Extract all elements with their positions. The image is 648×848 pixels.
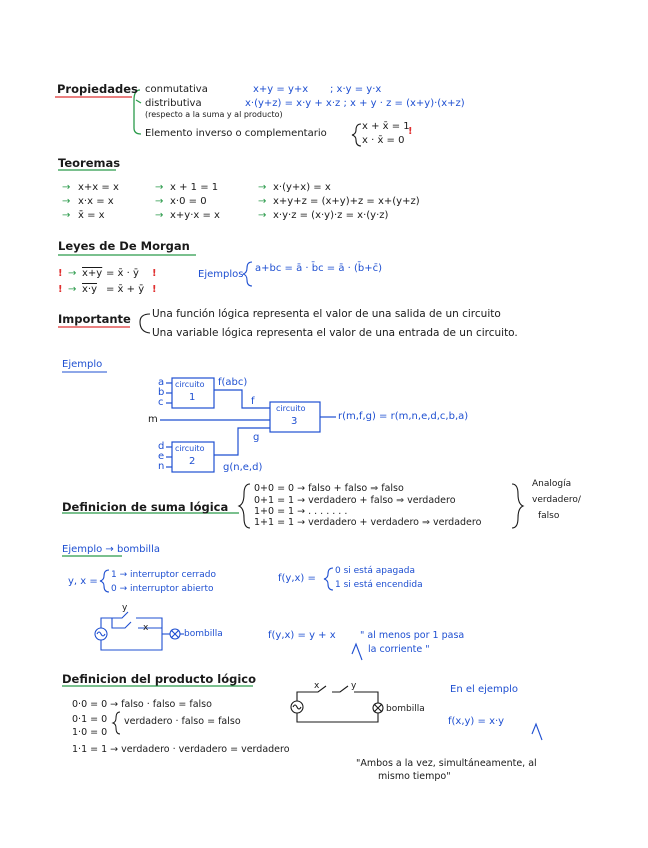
f-output-label: f(abc) xyxy=(218,377,248,388)
producto-row: 1·1 = 1 → verdadero · verdadero = verdadero xyxy=(72,744,290,755)
importante-line-variable: Una variable lógica representa el valor de una entrada de un circuito. xyxy=(152,327,518,339)
inverso-brace xyxy=(352,124,361,146)
teorema-item: x+x = x xyxy=(78,182,119,193)
input-m: m xyxy=(148,414,158,425)
conmutativa-label: conmutativa xyxy=(145,84,208,95)
teorema-item: x·y·z = (x·y)·z = x·(y·z) xyxy=(273,210,389,221)
bombilla-vars: y, x = xyxy=(68,576,98,587)
importante-line-funcion: Una función lógica representa el valor de una salida de un circuito xyxy=(152,308,501,320)
producto-row: 0·0 = 0 → falso · falso = falso xyxy=(72,699,212,710)
inverso-formula-product: x · x̄ = 0 xyxy=(362,135,405,146)
bombilla-f-option: 1 si está encendida xyxy=(335,580,423,590)
conmutativa-formula-product: ; x·y = y·x xyxy=(330,84,382,95)
f-wire-label: f xyxy=(251,396,255,407)
distributiva-label: distributiva xyxy=(145,98,202,109)
bombilla-option: 0 → interruptor abierto xyxy=(111,584,214,594)
bombilla-heading: Ejemplo → bombilla xyxy=(62,544,160,555)
box3-number: 3 xyxy=(291,416,298,427)
inverso-attention-mark: ! xyxy=(408,126,413,137)
propiedades-heading: Propiedades xyxy=(57,82,138,96)
ejemplo-heading: Ejemplo xyxy=(62,359,103,370)
demorgan-attention-mark: ! xyxy=(58,268,63,279)
teoremas-heading: Teoremas xyxy=(58,156,121,170)
producto-quote: mismo tiempo" xyxy=(378,771,451,782)
box1-number: 1 xyxy=(189,392,196,403)
r-output-label: r(m,f,g) = r(m,n,e,d,c,b,a) xyxy=(338,411,469,422)
teorema-item: x·(y+x) = x xyxy=(273,182,331,193)
series-switch-x-label: x xyxy=(314,681,320,691)
circuit-diagram xyxy=(160,378,336,472)
series-switch-y-label: y xyxy=(351,681,357,691)
teorema-item: x+y+z = (x+y)+z = x+(y+z) xyxy=(273,196,420,207)
analogia-line: verdadero/ xyxy=(532,495,581,505)
producto-row: 0·1 = 0 xyxy=(72,714,108,725)
demorgan-heading: Leyes de De Morgan xyxy=(58,239,190,253)
producto-f: f(x,y) = x·y xyxy=(448,716,505,727)
box1-title: circuito xyxy=(175,380,205,389)
g-wire-label: g xyxy=(253,432,260,443)
distributiva-note: (respecto a la suma y al producto) xyxy=(145,110,283,119)
bulb-label: bombilla xyxy=(184,629,223,639)
bombilla-note: " al menos por 1 pasa xyxy=(360,630,465,641)
demorgan-law1-rhs: = x̄ · ȳ xyxy=(106,268,139,279)
box2-number: 2 xyxy=(189,456,196,467)
analogia-line: Analogía xyxy=(532,479,572,489)
distributiva-formula: x·(y+z) = x·y + x·z ; x + y · z = (x+y)·(x+z) xyxy=(245,98,465,109)
series-bulb-label: bombilla xyxy=(386,704,425,714)
bombilla-f-sum: f(y,x) = y + x xyxy=(268,630,336,641)
producto-quote: "Ambos a la vez, simultáneamente, al xyxy=(356,758,537,769)
teorema-item: x+y·x = x xyxy=(170,210,220,221)
producto-logico-heading: Definicion del producto lógico xyxy=(62,672,257,686)
bombilla-option: 1 → interruptor cerrado xyxy=(111,570,216,580)
teorema-item: x + 1 = 1 xyxy=(170,182,219,193)
g-output-label: g(n,e,d) xyxy=(223,462,263,473)
suma-row: 0+0 = 0 → falso + falso ⇒ falso xyxy=(254,483,404,494)
demorgan-law2-rhs: = x̄ + ȳ xyxy=(106,284,145,295)
conmutativa-formula-sum: x+y = y+x xyxy=(253,84,309,95)
switch-y-label: y xyxy=(122,603,128,613)
demorgan-ejemplos-label: Ejemplos xyxy=(198,269,244,280)
en-el-ejemplo: En el ejemplo xyxy=(450,684,519,695)
suma-row: 1+0 = 1 → . . . . . . . xyxy=(254,506,348,517)
box2-title: circuito xyxy=(175,444,205,453)
switch-x-label: x xyxy=(143,623,149,633)
importante-heading: Importante xyxy=(58,312,131,326)
series-circuit xyxy=(291,686,383,722)
inverso-formula-sum: x + x̄ = 1 xyxy=(362,121,410,132)
demorgan-ejemplo-formula: a+bc = ā · b̄c = ā · (b̄+c̄) xyxy=(255,263,383,274)
suma-row: 0+1 = 1 → verdadero + falso ⇒ verdadero xyxy=(254,495,456,506)
propiedades-bracket xyxy=(134,90,141,134)
producto-row: 1·0 = 0 xyxy=(72,727,108,738)
demorgan-law2-lhs: x·y xyxy=(82,284,98,295)
analogia-line: falso xyxy=(538,511,560,521)
teorema-item: x̄̄ = x xyxy=(78,210,105,221)
suma-logica-heading: Definicion de suma lógica xyxy=(62,500,229,514)
parallel-circuit xyxy=(95,612,184,650)
bombilla-note: la corriente " xyxy=(368,644,430,655)
demorgan-law1-lhs: x+y xyxy=(82,268,103,279)
bombilla-f-option: 0 si está apagada xyxy=(335,566,415,576)
teorema-item: x·0 = 0 xyxy=(170,196,207,207)
suma-row: 1+1 = 1 → verdadero + verdadero ⇒ verdadero xyxy=(254,517,482,528)
teorema-item: x·x = x xyxy=(78,196,114,207)
inverso-label: Elemento inverso o complementario xyxy=(145,128,327,139)
producto-brace-text: verdadero · falso = falso xyxy=(124,716,241,727)
box3-title: circuito xyxy=(276,404,306,413)
bombilla-f-lhs: f(y,x) = xyxy=(278,573,316,584)
